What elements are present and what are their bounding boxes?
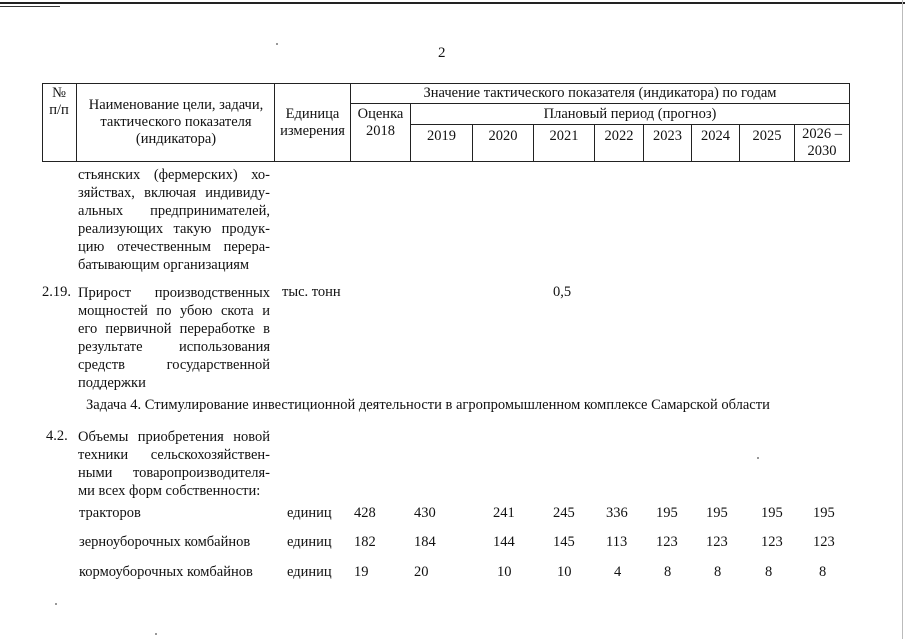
row-number: 4.2. xyxy=(46,428,68,444)
header-year: 2022 xyxy=(604,128,634,144)
item-name: кормоуборочных комбайнов xyxy=(79,564,253,580)
item-name: тракторов xyxy=(79,505,141,521)
text-line: цию отечественным перера- xyxy=(78,239,270,255)
text-line: мощностей по убою скота и xyxy=(78,303,270,319)
item-unit: единиц xyxy=(287,505,332,521)
text-line: Объемы приобретения новой xyxy=(78,429,270,445)
text-line: альных предпринимателей, xyxy=(78,203,270,219)
text-line: средств государственной xyxy=(78,357,270,373)
item-unit: единиц xyxy=(287,564,332,580)
value-2025: 123 xyxy=(761,534,783,550)
value-2020: 10 xyxy=(497,564,512,580)
value-2021: 145 xyxy=(553,534,575,550)
scan-speck xyxy=(757,457,759,459)
value-2018: 182 xyxy=(354,534,376,550)
header-year: 2025 xyxy=(752,128,782,144)
header-estimate: Оценка 2018 xyxy=(357,106,404,139)
header-unit: Единица измерения xyxy=(280,106,345,139)
text-line: результате использования xyxy=(78,339,270,355)
header-name: Наименование цели, задачи, тактического показателя (индикатора) xyxy=(88,97,264,147)
scan-speck xyxy=(55,603,57,605)
task-heading: Задача 4. Стимулирование инвестиционной деятельности в агропромышленном комплексе Самарской области xyxy=(86,397,770,413)
header-values-title: Значение тактического показателя (индикатора) по годам xyxy=(423,85,777,101)
value-2026-2030: 195 xyxy=(813,505,835,521)
scan-speck xyxy=(276,43,278,45)
row-number: 2.19. xyxy=(42,284,71,300)
value-2024: 195 xyxy=(706,505,728,521)
value-2021: 10 xyxy=(557,564,572,580)
text-line: зяйствах, включая индивиду- xyxy=(78,185,270,201)
value-2023: 195 xyxy=(656,505,678,521)
scan-speck xyxy=(155,633,157,635)
value-2025: 195 xyxy=(761,505,783,521)
header-num: № п/п xyxy=(49,85,69,118)
header-year: 2021 xyxy=(549,128,579,144)
value-2022: 113 xyxy=(606,534,628,550)
value-cell: 0,5 xyxy=(553,284,572,300)
text-line: стьянских (фермерских) хо- xyxy=(78,167,270,183)
value-2024: 8 xyxy=(714,564,722,580)
header-year: 2026 – 2030 xyxy=(802,126,842,159)
scan-edge-mark xyxy=(0,6,60,7)
value-2018: 19 xyxy=(354,564,369,580)
table-header xyxy=(42,83,850,162)
header-year: 2020 xyxy=(488,128,518,144)
value-2020: 144 xyxy=(493,534,515,550)
value-2018: 428 xyxy=(354,505,376,521)
item-name: зерноуборочных комбайнов xyxy=(79,534,251,550)
value-2022: 4 xyxy=(614,564,622,580)
header-year: 2019 xyxy=(427,128,456,144)
text-line: ными товаропроизводителя- xyxy=(78,465,270,481)
header-year: 2024 xyxy=(701,128,730,144)
text-line: ми всех форм собственности: xyxy=(78,483,261,499)
header-year: 2023 xyxy=(653,128,682,144)
value-2023: 8 xyxy=(664,564,672,580)
value-2019: 430 xyxy=(414,505,436,521)
value-2021: 245 xyxy=(553,505,575,521)
page-number: 2 xyxy=(438,45,446,61)
value-2019: 20 xyxy=(414,564,429,580)
value-2026-2030: 123 xyxy=(813,534,835,550)
text-line: поддержки xyxy=(78,375,146,391)
text-line: его первичной переработке в xyxy=(78,321,270,337)
unit-cell: тыс. тонн xyxy=(282,284,341,300)
scan-edge-top xyxy=(0,2,905,4)
text-line: техники сельскохозяйствен- xyxy=(78,447,270,463)
table-row-tractors xyxy=(0,505,905,525)
table-row-grain-harvesters xyxy=(0,534,905,554)
value-2019: 184 xyxy=(414,534,436,550)
value-2020: 241 xyxy=(493,505,515,521)
table-row-forage-harvesters xyxy=(0,564,905,584)
text-line: реализующих такую продук- xyxy=(78,221,270,237)
header-plan-period: Плановый период (прогноз) xyxy=(543,106,717,122)
value-2024: 123 xyxy=(706,534,728,550)
text-line: батывающим организациям xyxy=(78,257,250,273)
item-unit: единиц xyxy=(287,534,332,550)
value-2026-2030: 8 xyxy=(819,564,827,580)
value-2022: 336 xyxy=(606,505,628,521)
value-2025: 8 xyxy=(765,564,773,580)
text-line: Прирост производственных xyxy=(78,285,270,301)
value-2023: 123 xyxy=(656,534,678,550)
